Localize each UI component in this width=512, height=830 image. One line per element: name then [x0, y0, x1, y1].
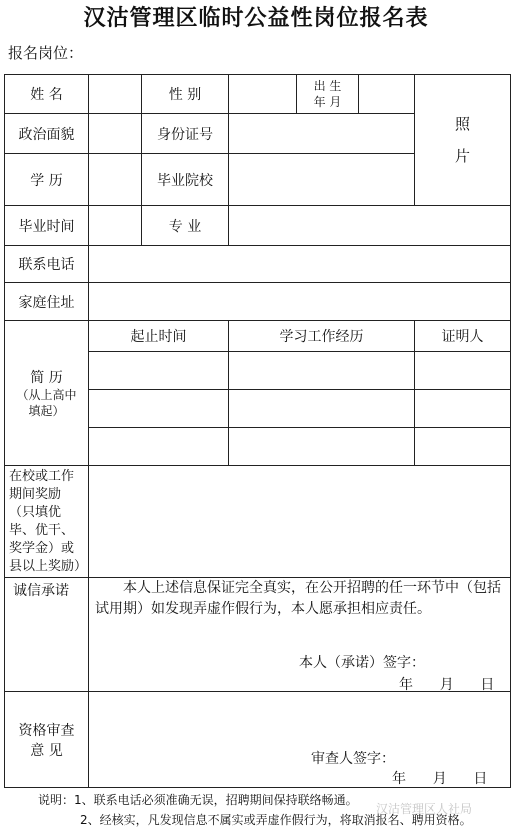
resume-col-reference: 证明人: [415, 321, 511, 352]
note-1: 说明：1、联系电话必须准确无误，招聘期间保持联络畅通。: [38, 793, 358, 807]
resume-time-cell[interactable]: [89, 352, 229, 390]
resume-experience-cell[interactable]: [229, 390, 415, 428]
pledge-signature-label: 本人（承诺）签字：: [299, 655, 425, 671]
review-label-line2: 意 见: [30, 742, 63, 759]
photo-label-line1: 照: [455, 115, 471, 133]
pledge-cell: [89, 578, 511, 692]
resume-experience-cell[interactable]: [229, 352, 415, 390]
resume-label-line3: 填起）: [28, 404, 65, 418]
review-label: [5, 692, 89, 788]
gender-label: 性 别: [142, 75, 229, 114]
resume-label-line2: （从上高中: [16, 388, 77, 402]
education-label: 学 历: [5, 154, 89, 206]
registration-form-table: [4, 74, 511, 788]
awards-label: 在校或工作期间奖励（只填优毕、优干、奖学金）或县以上奖励）: [5, 466, 89, 578]
address-field[interactable]: [89, 283, 511, 321]
review-date: 年 月 日: [392, 771, 488, 787]
note-2: 2、经核实，凡发现信息不属实或弄虚作假行为，将取消报名、聘用资格。: [80, 813, 472, 827]
resume-col-time: 起止时间: [89, 321, 229, 352]
political-label: 政治面貌: [5, 114, 89, 154]
review-content: [89, 692, 510, 786]
resume-label: [5, 321, 89, 466]
review-cell[interactable]: [89, 692, 511, 788]
birth-label: [297, 75, 359, 114]
review-label-line1: 资格审查: [18, 722, 75, 739]
address-label: 家庭住址: [5, 283, 89, 321]
id-number-field[interactable]: [229, 114, 415, 154]
resume-reference-cell[interactable]: [415, 428, 511, 466]
pledge-text: 本人上述信息保证完全真实，在公开招聘的任一环节中（包括试用期）如发现弄虚作假行为，本人愿承担相应责任。: [95, 580, 501, 617]
grad-time-label: 毕业时间: [5, 206, 89, 246]
resume-time-cell[interactable]: [89, 390, 229, 428]
awards-field[interactable]: [89, 466, 511, 578]
education-field[interactable]: [89, 154, 142, 206]
id-number-label: 身份证号: [142, 114, 229, 154]
resume-reference-cell[interactable]: [415, 352, 511, 390]
phone-field[interactable]: [89, 246, 511, 283]
school-field[interactable]: [229, 154, 415, 206]
post-label: 报名岗位：: [8, 44, 84, 62]
phone-label: 联系电话: [5, 246, 89, 283]
major-field[interactable]: [229, 206, 511, 246]
gender-field[interactable]: [229, 75, 297, 114]
grad-time-field[interactable]: [89, 206, 142, 246]
form-title: 汉沽管理区临时公益性岗位报名表: [83, 5, 429, 31]
review-signature-label: 审查人签字：: [311, 751, 395, 767]
school-label: 毕业院校: [142, 154, 229, 206]
major-label: 专 业: [142, 206, 229, 246]
watermark: 汉沽管理区人社局: [376, 802, 473, 816]
birth-field[interactable]: [359, 75, 415, 114]
name-label: 姓 名: [5, 75, 89, 114]
political-field[interactable]: [89, 114, 142, 154]
resume-col-experience: 学习工作经历: [229, 321, 415, 352]
pledge-date: 年 月 日: [399, 677, 495, 692]
photo-label-line2: 片: [455, 147, 471, 165]
pledge-label: 诚信承诺: [5, 578, 89, 692]
birth-label-line1: 出 生: [313, 79, 342, 93]
pledge-content: [89, 578, 510, 690]
resume-time-cell[interactable]: [89, 428, 229, 466]
photo-box[interactable]: [415, 75, 511, 206]
resume-experience-cell[interactable]: [229, 428, 415, 466]
resume-label-line1: 简 历: [30, 370, 63, 386]
resume-reference-cell[interactable]: [415, 390, 511, 428]
name-field[interactable]: [89, 75, 142, 114]
birth-label-line2: 年 月: [313, 95, 342, 109]
